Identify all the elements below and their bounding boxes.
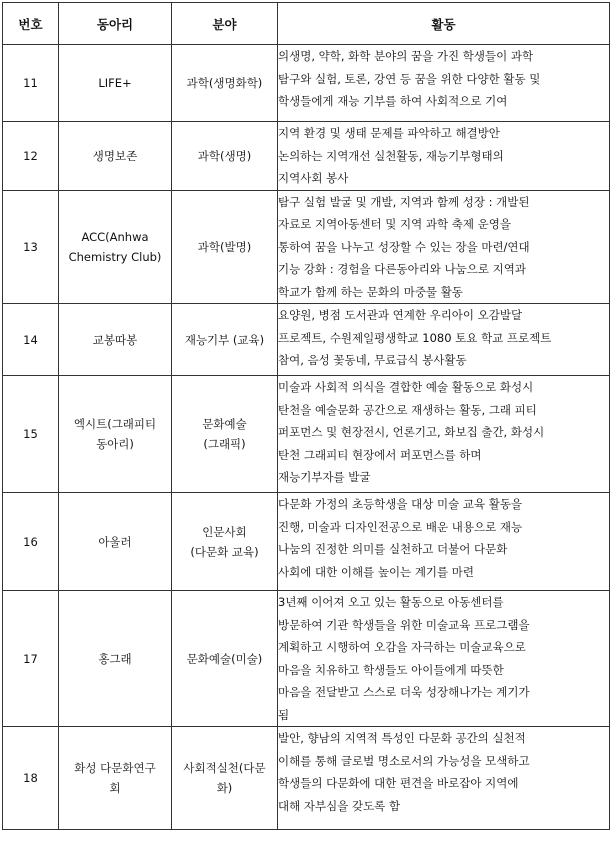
club-field-line: 문화예술 <box>202 417 247 431</box>
header-row <box>3 3 610 45</box>
club-name: 교봉따봉 <box>59 304 172 376</box>
club-field: 과학(발명) <box>172 190 278 304</box>
activity-line: 탐구와 실험, 토론, 강연 등 꿈을 위한 다양한 활동 및 <box>278 71 541 86</box>
activity-line: 지역사회 봉사 <box>278 171 349 185</box>
activity-line: 학교가 함께 하는 문화의 마중물 활동 <box>278 284 463 299</box>
activity-line: 지역 환경 및 생태 문제를 파악하고 해결방안 <box>278 126 500 140</box>
activity-line: 논의하는 지역개선 실천활동, 재능기부형태의 <box>278 148 504 163</box>
activity-line: 학생들에게 재능 기부를 하여 사회적으로 기여 <box>278 94 508 108</box>
table-row <box>3 122 610 191</box>
row-number: 14 <box>3 304 59 376</box>
activity-line: 사회에 대한 이해를 높이는 계기를 마련 <box>278 564 475 579</box>
activity-line: 학생들의 다문화에 대한 편견을 바로잡아 지역에 <box>278 776 519 790</box>
club-name <box>59 190 172 304</box>
activity-line: 나눔의 진정한 의미를 실천하고 더불어 다문화 <box>278 542 508 556</box>
table-header <box>3 3 610 45</box>
row-number: 16 <box>3 493 59 591</box>
table-body <box>3 45 610 830</box>
club-activity <box>278 727 610 830</box>
activity-line: 미술과 사회적 의식을 결합한 예술 활동으로 화성시 <box>278 380 534 394</box>
club-name: 생명보존 <box>59 122 172 191</box>
club-field: 과학(생명화학) <box>172 45 278 122</box>
row-number: 17 <box>3 591 59 727</box>
activity-line: 자료로 지역아동센터 및 지역 과학 축제 운영을 <box>278 217 512 231</box>
club-name: 아울러 <box>59 493 172 591</box>
table-row <box>3 727 610 830</box>
club-field <box>172 493 278 591</box>
activity-line: 됨 <box>278 707 290 722</box>
club-name-line: ACC(Anhwa <box>81 229 149 244</box>
activity-line: 요양원, 병점 도서관과 연계한 우리아이 오감발달 <box>278 308 523 322</box>
club-field-line: 화) <box>216 781 233 795</box>
club-name-line: Chemistry Club) <box>68 249 162 264</box>
club-field <box>172 727 278 830</box>
activity-line: 의생명, 약학, 화학 분야의 꿈을 가진 학생들이 과학 <box>278 49 534 63</box>
activity-line: 진행, 미술과 디자인전공으로 배운 내용으로 재능 <box>278 519 523 534</box>
club-name-line: 화성 다문화연구 <box>74 761 156 775</box>
club-field: 과학(생명) <box>172 122 278 191</box>
club-field-line: (그래픽) <box>203 437 246 451</box>
header-field: 분야 <box>172 3 278 45</box>
club-name <box>59 727 172 830</box>
activity-line: 탐구 실험 발굴 및 개발, 지역과 함께 성장 : 개발된 <box>278 194 530 209</box>
activity-line: 마음을 전달받고 스스로 더욱 성장해나가는 계기가 <box>278 685 530 699</box>
club-name-line: 엑시트(그래피티 <box>73 417 157 431</box>
activity-line: 이해를 통해 글로벌 명소로서의 가능성을 모색하고 <box>278 753 530 768</box>
club-activity <box>278 591 610 727</box>
club-field-line: 사회적실천(다문 <box>183 761 266 775</box>
club-field: 재능기부 (교육) <box>172 304 278 376</box>
club-name-line: 회 <box>109 781 121 795</box>
activity-line: 퍼포먼스 및 현장전시, 언론기고, 화보집 출간, 화성시 <box>278 425 545 439</box>
club-name-line: 동아리) <box>96 437 134 451</box>
row-number: 18 <box>3 727 59 830</box>
club-activity <box>278 190 610 304</box>
header-club: 동아리 <box>59 3 172 45</box>
club-name: LIFE+ <box>59 45 172 122</box>
table-row <box>3 45 610 122</box>
row-number: 11 <box>3 45 59 122</box>
activity-line: 계획하고 시행하여 오감을 자극하는 미술교육으로 <box>278 640 526 654</box>
activity-line: 탄천을 예술문화 공간으로 재생하는 활동, 그래 피티 <box>278 402 537 417</box>
activity-line: 통하여 꿈을 나누고 성장할 수 있는 장을 마련/연대 <box>278 239 530 254</box>
table-row <box>3 304 610 376</box>
club-field: 문화예술(미술) <box>172 591 278 727</box>
club-name: 홍그래 <box>59 591 172 727</box>
club-name <box>59 376 172 493</box>
club-activity <box>278 493 610 591</box>
header-number: 번호 <box>3 3 59 45</box>
club-field-line: 인문사회 <box>202 524 247 539</box>
row-number: 13 <box>3 190 59 304</box>
clubs-table <box>2 2 610 830</box>
activity-line: 기능 강화 : 경험을 다른동아리와 나눔으로 지역과 <box>278 262 526 276</box>
row-number: 15 <box>3 376 59 493</box>
club-activity <box>278 122 610 191</box>
table-row <box>3 190 610 304</box>
row-number: 12 <box>3 122 59 191</box>
club-field <box>172 376 278 493</box>
activity-line: 재능기부자를 발굴 <box>278 470 371 484</box>
header-activity: 활동 <box>278 3 610 45</box>
club-activity <box>278 304 610 376</box>
activity-line: 대해 자부심을 갖도록 함 <box>278 798 401 813</box>
activity-line: 다문화 가정의 초등학생을 대상 미술 교육 활동을 <box>278 497 523 511</box>
activity-line: 3년째 이어져 오고 있는 활동으로 아동센터를 <box>278 595 504 609</box>
club-activity <box>278 45 610 122</box>
table-row <box>3 591 610 727</box>
table-row <box>3 493 610 591</box>
activity-line: 방문하여 기관 학생들을 위한 미술교육 프로그램을 <box>278 617 530 632</box>
activity-line: 탄천 그래피티 현장에서 퍼포먼스를 하며 <box>278 447 482 462</box>
club-field-line: (다문화 교육) <box>190 544 259 559</box>
activity-line: 마음을 치유하고 학생들도 아이들에게 따뜻한 <box>278 662 504 677</box>
activity-line: 참여, 음성 꽃동네, 무료급식 봉사활동 <box>278 353 467 367</box>
activity-line: 프로젝트, 수원제일평생학교 1080 토요 학교 프로젝트 <box>278 330 552 345</box>
activity-line: 발안, 향남의 지역적 특성인 다문화 공간의 실천적 <box>278 731 526 745</box>
club-activity <box>278 376 610 493</box>
table-row <box>3 376 610 493</box>
